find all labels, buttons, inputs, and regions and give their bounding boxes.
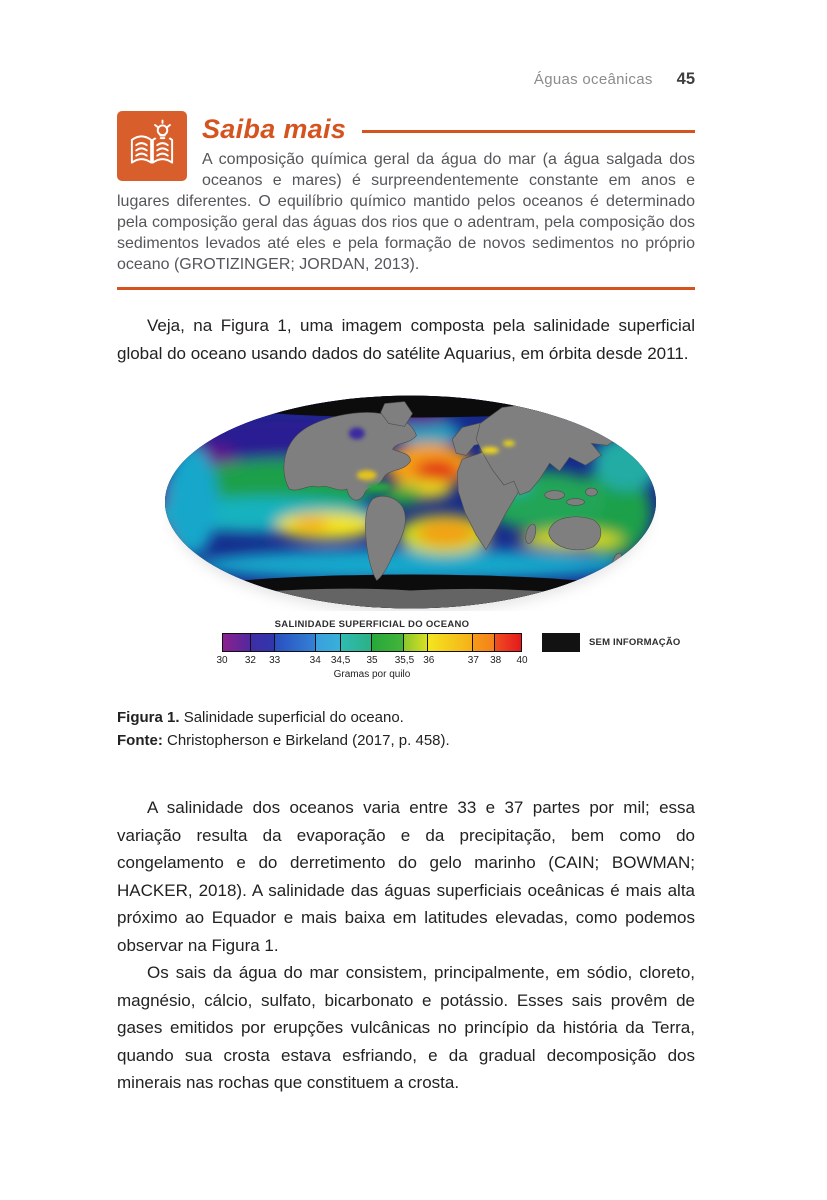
caption-source-text: Christopherson e Birkeland (2017, p. 458). (167, 732, 450, 749)
saiba-mais-box (117, 111, 695, 290)
caption-label: Figura 1. (117, 709, 180, 726)
caption-source-line (117, 729, 695, 752)
legend-tick-label: 30 (216, 655, 228, 666)
no-data-legend (542, 633, 680, 652)
legend-title: SALINIDADE SUPERFICIAL DO OCEANO (274, 619, 470, 630)
salinity-map (162, 393, 659, 611)
box-bottom-rule (117, 287, 695, 290)
book-lightbulb-icon (117, 111, 187, 181)
legend-tick-label: 35,5 (394, 655, 415, 666)
legend-color-segment (372, 634, 404, 651)
caption-line (117, 706, 695, 729)
legend-tick-label: 36 (423, 655, 435, 666)
sea-salts-paragraph: Os sais da água do mar consistem, principalmente, em sódio, cloreto, magnésio, cálcio, sulfato, bicarbonato e potássio. Esses sais provêm de gases emitidos por erupções vulcânicas no princípio da história da Terra, quando sua crosta estava esfriando, e da gradual decomposição dos minerais nas rochas que constituem a crosta. (117, 963, 695, 1092)
running-head: Águas oceânicas (533, 71, 653, 88)
legend-tick-label: 32 (244, 655, 256, 666)
no-data-swatch (542, 633, 580, 652)
caption-text: Salinidade superficial do oceano. (183, 709, 404, 726)
saiba-mais-title: Saiba mais (202, 113, 347, 144)
legend-color-segment (495, 634, 521, 651)
page-header (117, 70, 695, 89)
legend-tick-label: 37 (467, 655, 479, 666)
legend-tick-label: 38 (490, 655, 502, 666)
salinity-variation-paragraph: A salinidade dos oceanos varia entre 33 e 37 partes por mil; essa variação resulta da evaporação e da precipitação, bem como do congelamento e do derretimento do gelo marinho (CAIN; BOWMAN; HACKER, 2018). A salinidade das águas superficiais oceânicas é mais alta próximo ao Equador e mais baixa em latitudes elevadas, como podemos observar na Figura 1. (117, 798, 695, 955)
legend-color-segment (275, 634, 315, 651)
legend-color-segment (251, 634, 275, 651)
legend-color-segment (316, 634, 341, 651)
legend-color-segment (404, 634, 428, 651)
caption-source-label: Fonte: (117, 732, 163, 749)
legend-color-segment (341, 634, 372, 651)
page-number: 45 (676, 70, 695, 88)
legend-tick-label: 34 (309, 655, 321, 666)
legend-unit: Gramas por quilo (333, 669, 411, 680)
saiba-mais-heading (202, 111, 695, 147)
intro-paragraph: Veja, na Figura 1, uma imagem composta pela salinidade superficial global do oceano usando dados do satélite Aquarius, em órbita desde 2011. (117, 316, 695, 363)
map-legend (216, 619, 684, 680)
figure-caption (117, 706, 695, 752)
legend-color-segment (473, 634, 495, 651)
legend-ticks (216, 655, 528, 667)
legend-tick-label: 40 (516, 655, 528, 666)
legend-colorbar (222, 633, 522, 652)
legend-color-segment (428, 634, 472, 651)
legend-tick-label: 34,5 (330, 655, 351, 666)
legend-color-segment (223, 634, 251, 651)
title-rule (362, 130, 695, 133)
saiba-mais-text: A composição química geral da água do mar (a água salgada dos oceanos e mares) é surpreendentemente constante em anos e lugares diferentes. O equilíbrio químico mantido pelos oceanos é determinado pela composição geral das águas dos rios que o adentram, pela composição dos sedimentos levados até eles e pela formação de novos sedimentos no próprio oceano (GROTIZINGER; JORDAN, 2013). (117, 151, 695, 273)
no-data-label: SEM INFORMAÇÃO (589, 637, 681, 648)
legend-tick-label: 33 (269, 655, 281, 666)
legend-tick-label: 35 (366, 655, 378, 666)
world-map-svg (162, 393, 659, 611)
page-content-column (117, 0, 695, 1097)
figure-1 (117, 393, 695, 752)
legend-colorbar-block (216, 619, 528, 680)
